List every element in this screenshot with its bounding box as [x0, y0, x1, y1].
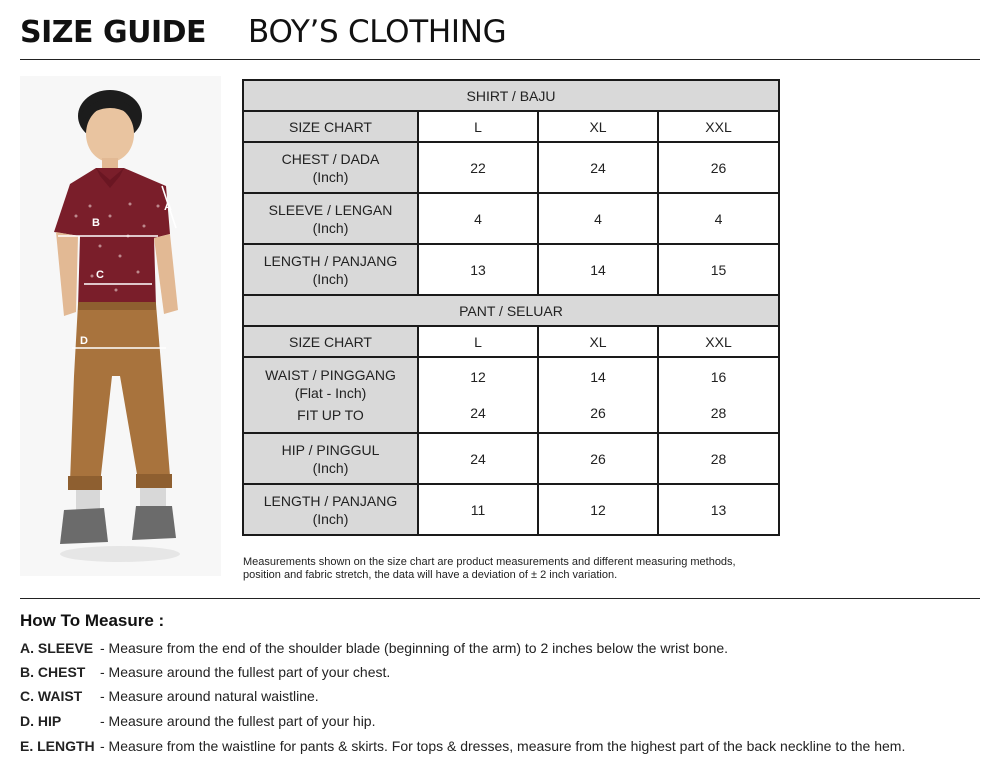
pant-length-label: LENGTH / PANJANG (Inch) [243, 484, 418, 535]
measure-label-d: D [80, 335, 88, 347]
pant-length-l: 11 [418, 484, 538, 535]
measure-item-sleeve: A. SLEEVE - Measure from the end of the shoulder blade (beginning of the arm) to 2 inches below the wrist bone. [20, 640, 729, 656]
measure-label-b: B [92, 217, 100, 229]
boy-model-illustration [20, 76, 221, 576]
pant-size-xl: XL [538, 326, 658, 357]
shirt-chest-row [243, 142, 779, 193]
how-to-measure-title: How To Measure : [20, 611, 165, 630]
shirt-length-xl: 14 [538, 244, 658, 295]
pant-hip-xxl: 28 [658, 433, 779, 484]
pant-section-row [243, 295, 779, 326]
pant-length-row [243, 484, 779, 535]
shirt-length-xxl: 15 [658, 244, 779, 295]
shirt-size-l: L [418, 111, 538, 142]
pant-hip-label: HIP / PINGGUL (Inch) [243, 433, 418, 484]
measure-item-chest: B. CHEST - Measure around the fullest part of your chest. [20, 664, 391, 680]
pant-header-row [243, 326, 779, 357]
pant-size-xxl: XXL [658, 326, 779, 357]
shirt-length-row [243, 244, 779, 295]
shirt-chest-xxl: 26 [658, 142, 779, 193]
page-subtitle: BOY’S CLOTHING [248, 14, 507, 50]
pant-waist-row [243, 357, 779, 433]
measure-label-c: C [96, 269, 104, 281]
shirt-size-chart-label: SIZE CHART [243, 111, 418, 142]
page-title: SIZE GUIDE [20, 15, 207, 50]
shirt-section-title: SHIRT / BAJU [243, 80, 779, 111]
shirt-chest-xl: 24 [538, 142, 658, 193]
shirt-chest-label: CHEST / DADA (Inch) [243, 142, 418, 193]
page-header [20, 14, 506, 54]
measurement-note: Measurements shown on the size chart are product measurements and different measuring methods, position and fabric stretch, the data will have a deviation of ± 2 inch variation. [243, 556, 736, 581]
pant-hip-xl: 26 [538, 433, 658, 484]
shirt-length-l: 13 [418, 244, 538, 295]
shirt-size-xl: XL [538, 111, 658, 142]
measure-item-hip: D. HIP - Measure around the fullest part of your hip. [20, 713, 376, 729]
measure-item-waist: C. WAIST - Measure around natural waistline. [20, 688, 319, 704]
shirt-header-row [243, 111, 779, 142]
shirt-sleeve-xl: 4 [538, 193, 658, 244]
shirt-sleeve-label: SLEEVE / LENGAN (Inch) [243, 193, 418, 244]
shirt-sleeve-xxl: 4 [658, 193, 779, 244]
shirt-size-xxl: XXL [658, 111, 779, 142]
header-divider [20, 59, 980, 60]
measure-item-length: E. LENGTH - Measure from the waistline for pants & skirts. For tops & dresses, measure from the highest part of the back neckline to the hem. [20, 738, 906, 754]
pant-hip-l: 24 [418, 433, 538, 484]
shirt-sleeve-l: 4 [418, 193, 538, 244]
shirt-section-row [243, 80, 779, 111]
pant-waist-l: 12 24 [418, 357, 538, 433]
shirt-length-label: LENGTH / PANJANG (Inch) [243, 244, 418, 295]
pant-size-l: L [418, 326, 538, 357]
measure-label-a: A [164, 201, 172, 213]
pant-section-title: PANT / SELUAR [243, 295, 779, 326]
pant-length-xxl: 13 [658, 484, 779, 535]
shirt-sleeve-row [243, 193, 779, 244]
model-photo [20, 76, 221, 576]
pant-waist-xl: 14 26 [538, 357, 658, 433]
fit-up-to-label: FIT UP TO [297, 407, 364, 423]
pant-hip-row [243, 433, 779, 484]
shirt-chest-l: 22 [418, 142, 538, 193]
section-divider [20, 598, 980, 599]
pant-waist-label: WAIST / PINGGANG (Flat - Inch) FIT UP TO [243, 357, 418, 433]
pant-size-chart-label: SIZE CHART [243, 326, 418, 357]
size-chart-table [242, 79, 780, 536]
pant-length-xl: 12 [538, 484, 658, 535]
pant-waist-xxl: 16 28 [658, 357, 779, 433]
